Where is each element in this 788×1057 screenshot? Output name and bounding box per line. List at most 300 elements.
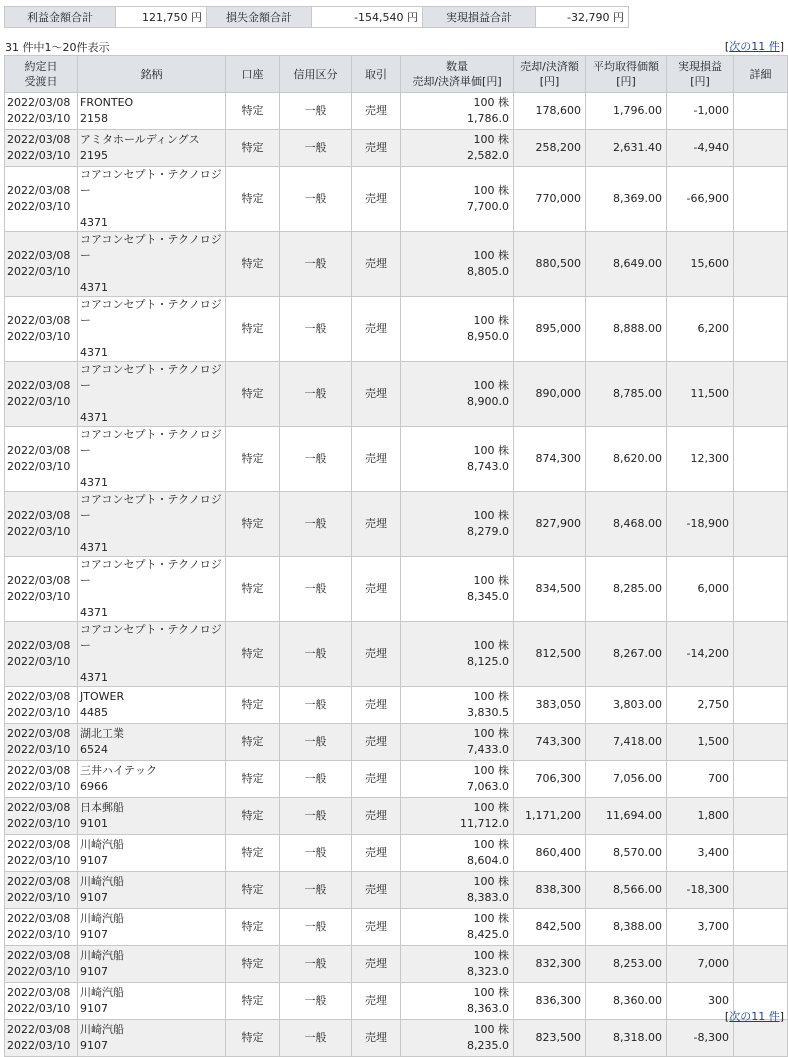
stock-cell bbox=[78, 622, 226, 687]
avg-price-cell: 8,388.00 bbox=[586, 909, 667, 946]
table-row bbox=[5, 130, 788, 167]
col-header-date: 約定日 受渡日 bbox=[5, 56, 78, 93]
amount-cell: 770,000 bbox=[514, 167, 586, 232]
avg-price-cell: 8,649.00 bbox=[586, 232, 667, 297]
amount-cell: 838,300 bbox=[514, 872, 586, 909]
avg-price-cell: 8,285.00 bbox=[586, 557, 667, 622]
trade-date: 2022/03/08 bbox=[7, 314, 71, 327]
qty-cell bbox=[401, 946, 514, 983]
account-cell: 特定 bbox=[226, 983, 280, 1020]
stock-code: 9107 bbox=[80, 854, 108, 867]
date-cell bbox=[5, 909, 78, 946]
loss-total-value: -154,540 円 bbox=[312, 7, 423, 28]
detail-cell bbox=[734, 167, 788, 232]
pl-cell: 6,200 bbox=[667, 297, 734, 362]
quantity: 100 株 bbox=[473, 690, 509, 703]
settle-date: 2022/03/10 bbox=[7, 590, 71, 603]
trade-date: 2022/03/08 bbox=[7, 875, 71, 888]
table-row bbox=[5, 362, 788, 427]
stock-cell bbox=[78, 687, 226, 724]
stock-name: JTOWER bbox=[80, 690, 125, 703]
quantity: 100 株 bbox=[473, 249, 509, 262]
unit-price: 7,063.0 bbox=[467, 780, 509, 793]
stock-name: コアコンセプト・テクノロジー bbox=[80, 168, 222, 197]
detail-cell bbox=[734, 232, 788, 297]
account-cell: 特定 bbox=[226, 1020, 280, 1057]
trade-type-cell: 売埋 bbox=[352, 835, 401, 872]
stock-cell bbox=[78, 93, 226, 130]
stock-code: 4371 bbox=[80, 411, 108, 424]
unit-price: 8,425.0 bbox=[467, 928, 509, 941]
stock-code: 4371 bbox=[80, 606, 108, 619]
detail-cell bbox=[734, 872, 788, 909]
trade-type-cell: 売埋 bbox=[352, 687, 401, 724]
unit-price: 8,900.0 bbox=[467, 395, 509, 408]
avg-price-cell: 1,796.00 bbox=[586, 93, 667, 130]
trade-date: 2022/03/08 bbox=[7, 249, 71, 262]
table-row bbox=[5, 909, 788, 946]
qty-cell bbox=[401, 232, 514, 297]
unit-price: 8,805.0 bbox=[467, 265, 509, 278]
settle-date: 2022/03/10 bbox=[7, 265, 71, 278]
stock-name: 川崎汽船 bbox=[80, 912, 124, 925]
avg-price-cell: 8,785.00 bbox=[586, 362, 667, 427]
trade-type-cell: 売埋 bbox=[352, 427, 401, 492]
col-header-trade: 取引 bbox=[352, 56, 401, 93]
trade-history-table bbox=[4, 55, 788, 1057]
settle-date: 2022/03/10 bbox=[7, 743, 71, 756]
trade-date: 2022/03/08 bbox=[7, 764, 71, 777]
stock-code: 6966 bbox=[80, 780, 108, 793]
table-row bbox=[5, 835, 788, 872]
stock-code: 4371 bbox=[80, 346, 108, 359]
trade-date: 2022/03/08 bbox=[7, 986, 71, 999]
table-row bbox=[5, 872, 788, 909]
avg-price-cell: 3,803.00 bbox=[586, 687, 667, 724]
pl-cell: 1,800 bbox=[667, 798, 734, 835]
quantity: 100 株 bbox=[473, 912, 509, 925]
credit-cell: 一般 bbox=[280, 427, 352, 492]
stock-name: コアコンセプト・テクノロジー bbox=[80, 428, 222, 457]
stock-cell bbox=[78, 557, 226, 622]
avg-price-cell: 8,253.00 bbox=[586, 946, 667, 983]
qty-cell bbox=[401, 557, 514, 622]
qty-cell bbox=[401, 761, 514, 798]
account-cell: 特定 bbox=[226, 557, 280, 622]
amount-cell: 827,900 bbox=[514, 492, 586, 557]
stock-name: コアコンセプト・テクノロジー bbox=[80, 558, 222, 587]
trade-type-cell: 売埋 bbox=[352, 130, 401, 167]
settle-date: 2022/03/10 bbox=[7, 330, 71, 343]
credit-cell: 一般 bbox=[280, 297, 352, 362]
unit-price: 8,279.0 bbox=[467, 525, 509, 538]
date-cell bbox=[5, 130, 78, 167]
amount-cell: 178,600 bbox=[514, 93, 586, 130]
qty-cell bbox=[401, 909, 514, 946]
date-cell bbox=[5, 362, 78, 427]
stock-cell bbox=[78, 492, 226, 557]
settle-date: 2022/03/10 bbox=[7, 149, 71, 162]
qty-cell bbox=[401, 687, 514, 724]
detail-cell bbox=[734, 93, 788, 130]
quantity: 100 株 bbox=[473, 379, 509, 392]
stock-code: 4371 bbox=[80, 281, 108, 294]
date-cell bbox=[5, 557, 78, 622]
credit-cell: 一般 bbox=[280, 872, 352, 909]
settle-date: 2022/03/10 bbox=[7, 1039, 71, 1052]
date-cell bbox=[5, 1020, 78, 1057]
unit-price: 8,235.0 bbox=[467, 1039, 509, 1052]
quantity: 100 株 bbox=[473, 639, 509, 652]
quantity: 100 株 bbox=[473, 133, 509, 146]
table-row bbox=[5, 1020, 788, 1057]
quantity: 100 株 bbox=[473, 875, 509, 888]
pl-cell: -8,300 bbox=[667, 1020, 734, 1057]
trade-date: 2022/03/08 bbox=[7, 912, 71, 925]
stock-cell bbox=[78, 798, 226, 835]
credit-cell: 一般 bbox=[280, 835, 352, 872]
amount-cell: 706,300 bbox=[514, 761, 586, 798]
account-cell: 特定 bbox=[226, 167, 280, 232]
account-cell: 特定 bbox=[226, 798, 280, 835]
avg-price-cell: 8,620.00 bbox=[586, 427, 667, 492]
credit-cell: 一般 bbox=[280, 1020, 352, 1057]
account-cell: 特定 bbox=[226, 130, 280, 167]
credit-cell: 一般 bbox=[280, 93, 352, 130]
date-cell bbox=[5, 297, 78, 362]
stock-cell bbox=[78, 724, 226, 761]
stock-cell bbox=[78, 297, 226, 362]
table-row bbox=[5, 167, 788, 232]
date-cell bbox=[5, 687, 78, 724]
amount-cell: 1,171,200 bbox=[514, 798, 586, 835]
account-cell: 特定 bbox=[226, 909, 280, 946]
amount-cell: 890,000 bbox=[514, 362, 586, 427]
col-header-account: 口座 bbox=[226, 56, 280, 93]
trade-type-cell: 売埋 bbox=[352, 761, 401, 798]
pl-cell: 7,000 bbox=[667, 946, 734, 983]
pagination-bottom: [次の11 件] bbox=[724, 1010, 784, 1023]
credit-cell: 一般 bbox=[280, 983, 352, 1020]
date-cell bbox=[5, 724, 78, 761]
stock-code: 2195 bbox=[80, 149, 108, 162]
detail-cell bbox=[734, 427, 788, 492]
quantity: 100 株 bbox=[473, 764, 509, 777]
detail-cell bbox=[734, 130, 788, 167]
trade-type-cell: 売埋 bbox=[352, 872, 401, 909]
qty-cell bbox=[401, 427, 514, 492]
account-cell: 特定 bbox=[226, 724, 280, 761]
trade-type-cell: 売埋 bbox=[352, 232, 401, 297]
date-cell bbox=[5, 798, 78, 835]
credit-cell: 一般 bbox=[280, 232, 352, 297]
avg-price-cell: 11,694.00 bbox=[586, 798, 667, 835]
qty-cell bbox=[401, 798, 514, 835]
loss-total-label: 損失金額合計 bbox=[207, 7, 312, 28]
date-cell bbox=[5, 93, 78, 130]
stock-code: 4485 bbox=[80, 706, 108, 719]
col-header-qty: 数量 売却/決済単価[円] bbox=[401, 56, 514, 93]
credit-cell: 一般 bbox=[280, 687, 352, 724]
stock-cell bbox=[78, 872, 226, 909]
pl-cell: 11,500 bbox=[667, 362, 734, 427]
trade-type-cell: 売埋 bbox=[352, 798, 401, 835]
amount-cell: 258,200 bbox=[514, 130, 586, 167]
credit-cell: 一般 bbox=[280, 557, 352, 622]
qty-cell bbox=[401, 362, 514, 427]
col-header-amount: 売却/決済額 [円] bbox=[514, 56, 586, 93]
trade-type-cell: 売埋 bbox=[352, 557, 401, 622]
credit-cell: 一般 bbox=[280, 167, 352, 232]
pl-cell: 15,600 bbox=[667, 232, 734, 297]
unit-price: 8,950.0 bbox=[467, 330, 509, 343]
detail-cell bbox=[734, 622, 788, 687]
stock-cell bbox=[78, 761, 226, 798]
settle-date: 2022/03/10 bbox=[7, 891, 71, 904]
table-row bbox=[5, 761, 788, 798]
account-cell: 特定 bbox=[226, 232, 280, 297]
qty-cell bbox=[401, 872, 514, 909]
credit-cell: 一般 bbox=[280, 130, 352, 167]
stock-name: コアコンセプト・テクノロジー bbox=[80, 233, 222, 262]
account-cell: 特定 bbox=[226, 687, 280, 724]
quantity: 100 株 bbox=[473, 444, 509, 457]
unit-price: 8,743.0 bbox=[467, 460, 509, 473]
detail-cell bbox=[734, 909, 788, 946]
quantity: 100 株 bbox=[473, 1023, 509, 1036]
quantity: 100 株 bbox=[473, 986, 509, 999]
stock-cell bbox=[78, 427, 226, 492]
unit-price: 1,786.0 bbox=[467, 112, 509, 125]
date-cell bbox=[5, 427, 78, 492]
pl-cell: -1,000 bbox=[667, 93, 734, 130]
settle-date: 2022/03/10 bbox=[7, 780, 71, 793]
detail-cell bbox=[734, 761, 788, 798]
trade-date: 2022/03/08 bbox=[7, 690, 71, 703]
account-cell: 特定 bbox=[226, 872, 280, 909]
date-cell bbox=[5, 492, 78, 557]
trade-type-cell: 売埋 bbox=[352, 492, 401, 557]
amount-cell: 812,500 bbox=[514, 622, 586, 687]
trade-date: 2022/03/08 bbox=[7, 727, 71, 740]
unit-price: 7,700.0 bbox=[467, 200, 509, 213]
avg-price-cell: 8,468.00 bbox=[586, 492, 667, 557]
trade-type-cell: 売埋 bbox=[352, 167, 401, 232]
table-row bbox=[5, 557, 788, 622]
pl-cell: -18,300 bbox=[667, 872, 734, 909]
trade-date: 2022/03/08 bbox=[7, 1023, 71, 1036]
amount-cell: 842,500 bbox=[514, 909, 586, 946]
stock-name: 日本郵船 bbox=[80, 801, 124, 814]
col-header-stock: 銘柄 bbox=[78, 56, 226, 93]
trade-type-cell: 売埋 bbox=[352, 983, 401, 1020]
trade-date: 2022/03/08 bbox=[7, 96, 71, 109]
account-cell: 特定 bbox=[226, 362, 280, 427]
qty-cell bbox=[401, 93, 514, 130]
stock-name: 川崎汽船 bbox=[80, 875, 124, 888]
date-cell bbox=[5, 946, 78, 983]
stock-name: コアコンセプト・テクノロジー bbox=[80, 363, 222, 392]
settle-date: 2022/03/10 bbox=[7, 395, 71, 408]
account-cell: 特定 bbox=[226, 427, 280, 492]
trade-date: 2022/03/08 bbox=[7, 838, 71, 851]
detail-cell bbox=[734, 687, 788, 724]
date-cell bbox=[5, 983, 78, 1020]
stock-code: 9107 bbox=[80, 891, 108, 904]
settle-date: 2022/03/10 bbox=[7, 854, 71, 867]
stock-cell bbox=[78, 232, 226, 297]
stock-name: コアコンセプト・テクノロジー bbox=[80, 298, 222, 327]
next-page-link-top[interactable]: 次の11 件 bbox=[729, 40, 780, 53]
stock-code: 9107 bbox=[80, 1039, 108, 1052]
quantity: 100 株 bbox=[473, 727, 509, 740]
unit-price: 11,712.0 bbox=[460, 817, 509, 830]
profit-total-label: 利益金額合計 bbox=[5, 7, 116, 28]
avg-price-cell: 8,318.00 bbox=[586, 1020, 667, 1057]
quantity: 100 株 bbox=[473, 949, 509, 962]
trade-type-cell: 売埋 bbox=[352, 724, 401, 761]
pl-cell: -14,200 bbox=[667, 622, 734, 687]
account-cell: 特定 bbox=[226, 622, 280, 687]
settle-date: 2022/03/10 bbox=[7, 200, 71, 213]
date-cell bbox=[5, 761, 78, 798]
stock-name: 川崎汽船 bbox=[80, 986, 124, 999]
amount-cell: 860,400 bbox=[514, 835, 586, 872]
stock-cell bbox=[78, 1020, 226, 1057]
table-row bbox=[5, 297, 788, 362]
stock-code: 9107 bbox=[80, 1002, 108, 1015]
stock-name: 川崎汽船 bbox=[80, 949, 124, 962]
settle-date: 2022/03/10 bbox=[7, 817, 71, 830]
trade-type-cell: 売埋 bbox=[352, 909, 401, 946]
col-header-detail: 詳細 bbox=[734, 56, 788, 93]
stock-code: 4371 bbox=[80, 671, 108, 684]
realized-total-label: 実現損益合計 bbox=[423, 7, 536, 28]
amount-cell: 895,000 bbox=[514, 297, 586, 362]
pl-cell: 300 bbox=[667, 983, 734, 1020]
stock-code: 9107 bbox=[80, 928, 108, 941]
account-cell: 特定 bbox=[226, 761, 280, 798]
detail-cell bbox=[734, 798, 788, 835]
profit-total-value: 121,750 円 bbox=[116, 7, 207, 28]
avg-price-cell: 7,056.00 bbox=[586, 761, 667, 798]
trade-date: 2022/03/08 bbox=[7, 133, 71, 146]
table-row bbox=[5, 93, 788, 130]
stock-name: コアコンセプト・テクノロジー bbox=[80, 623, 222, 652]
stock-cell bbox=[78, 983, 226, 1020]
table-row bbox=[5, 983, 788, 1020]
col-header-credit: 信用区分 bbox=[280, 56, 352, 93]
trade-type-cell: 売埋 bbox=[352, 93, 401, 130]
date-cell bbox=[5, 872, 78, 909]
table-row bbox=[5, 687, 788, 724]
credit-cell: 一般 bbox=[280, 761, 352, 798]
avg-price-cell: 2,631.40 bbox=[586, 130, 667, 167]
stock-code: 9101 bbox=[80, 817, 108, 830]
quantity: 100 株 bbox=[473, 838, 509, 851]
credit-cell: 一般 bbox=[280, 798, 352, 835]
trade-type-cell: 売埋 bbox=[352, 362, 401, 427]
qty-cell bbox=[401, 1020, 514, 1057]
account-cell: 特定 bbox=[226, 297, 280, 362]
date-cell bbox=[5, 835, 78, 872]
pl-cell: 3,700 bbox=[667, 909, 734, 946]
date-cell bbox=[5, 167, 78, 232]
detail-cell bbox=[734, 492, 788, 557]
detail-cell bbox=[734, 557, 788, 622]
stock-cell bbox=[78, 835, 226, 872]
pl-cell: 1,500 bbox=[667, 724, 734, 761]
qty-cell bbox=[401, 297, 514, 362]
table-row bbox=[5, 946, 788, 983]
detail-cell bbox=[734, 946, 788, 983]
settle-date: 2022/03/10 bbox=[7, 706, 71, 719]
stock-cell bbox=[78, 130, 226, 167]
quantity: 100 株 bbox=[473, 574, 509, 587]
avg-price-cell: 8,360.00 bbox=[586, 983, 667, 1020]
unit-price: 2,582.0 bbox=[467, 149, 509, 162]
stock-name: 湖北工業 bbox=[80, 727, 124, 740]
trade-date: 2022/03/08 bbox=[7, 184, 71, 197]
stock-code: 6524 bbox=[80, 743, 108, 756]
amount-cell: 836,300 bbox=[514, 983, 586, 1020]
avg-price-cell: 8,369.00 bbox=[586, 167, 667, 232]
pl-cell: 3,400 bbox=[667, 835, 734, 872]
pagination-top: [次の11 件] bbox=[724, 40, 784, 53]
next-page-link-bottom[interactable]: 次の11 件 bbox=[729, 1010, 780, 1023]
table-row bbox=[5, 492, 788, 557]
trade-date: 2022/03/08 bbox=[7, 639, 71, 652]
account-cell: 特定 bbox=[226, 946, 280, 983]
col-header-avg-price: 平均取得価額 [円] bbox=[586, 56, 667, 93]
table-row bbox=[5, 724, 788, 761]
settle-date: 2022/03/10 bbox=[7, 112, 71, 125]
settle-date: 2022/03/10 bbox=[7, 965, 71, 978]
stock-code: 4371 bbox=[80, 541, 108, 554]
stock-code: 9107 bbox=[80, 965, 108, 978]
pl-cell: 12,300 bbox=[667, 427, 734, 492]
stock-code: 2158 bbox=[80, 112, 108, 125]
summary-table bbox=[4, 6, 629, 28]
unit-price: 8,345.0 bbox=[467, 590, 509, 603]
trade-date: 2022/03/08 bbox=[7, 444, 71, 457]
trade-date: 2022/03/08 bbox=[7, 379, 71, 392]
unit-price: 8,125.0 bbox=[467, 655, 509, 668]
qty-cell bbox=[401, 983, 514, 1020]
qty-cell bbox=[401, 622, 514, 687]
quantity: 100 株 bbox=[473, 801, 509, 814]
quantity: 100 株 bbox=[473, 314, 509, 327]
realized-total-value: -32,790 円 bbox=[536, 7, 629, 28]
stock-code: 4371 bbox=[80, 216, 108, 229]
settle-date: 2022/03/10 bbox=[7, 655, 71, 668]
stock-cell bbox=[78, 362, 226, 427]
trade-type-cell: 売埋 bbox=[352, 1020, 401, 1057]
table-row bbox=[5, 427, 788, 492]
stock-code: 4371 bbox=[80, 476, 108, 489]
account-cell: 特定 bbox=[226, 93, 280, 130]
settle-date: 2022/03/10 bbox=[7, 525, 71, 538]
avg-price-cell: 8,566.00 bbox=[586, 872, 667, 909]
credit-cell: 一般 bbox=[280, 724, 352, 761]
quantity: 100 株 bbox=[473, 96, 509, 109]
stock-name: 川崎汽船 bbox=[80, 838, 124, 851]
stock-cell bbox=[78, 909, 226, 946]
detail-cell bbox=[734, 297, 788, 362]
pl-cell: 700 bbox=[667, 761, 734, 798]
credit-cell: 一般 bbox=[280, 492, 352, 557]
avg-price-cell: 8,888.00 bbox=[586, 297, 667, 362]
